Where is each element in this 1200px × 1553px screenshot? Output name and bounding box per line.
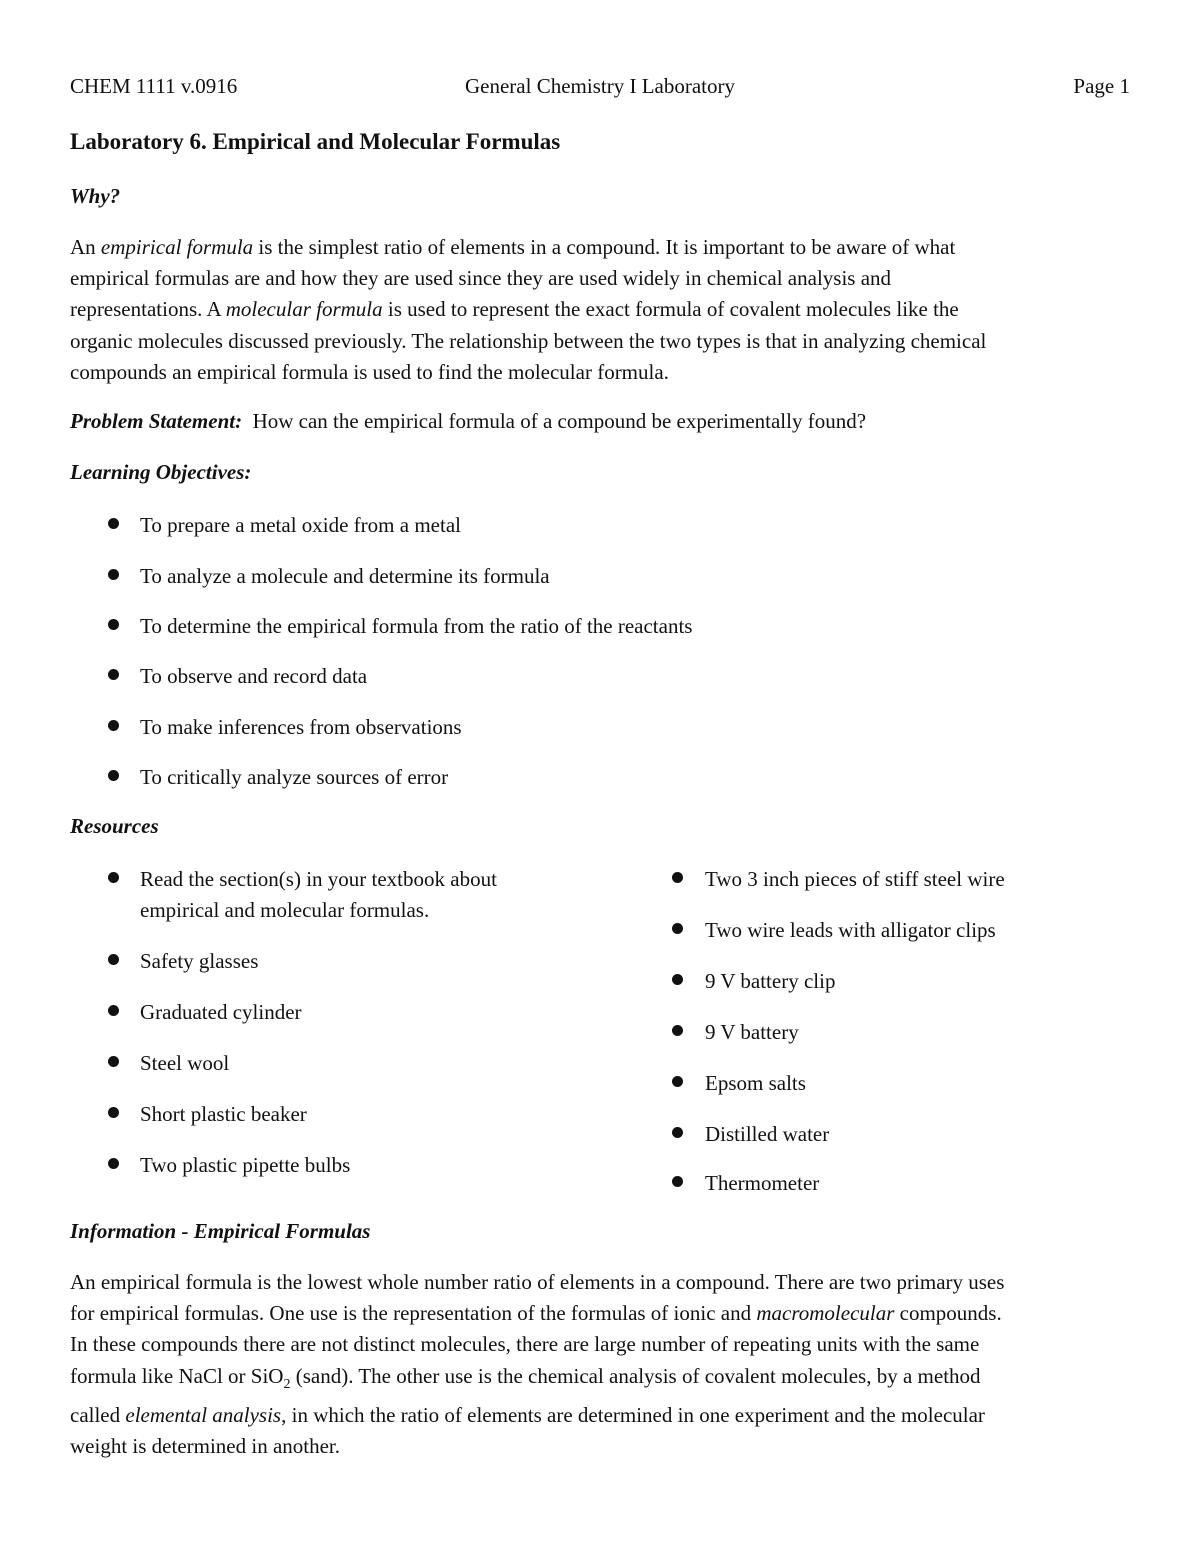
lab-title: Laboratory 6. Empirical and Molecular Formulas: [70, 129, 561, 154]
bullet-icon: [672, 1127, 683, 1138]
bullet-icon: [108, 669, 119, 680]
course-title: General Chemistry I Laboratory: [465, 74, 735, 98]
bullet-icon: [672, 923, 683, 934]
why-line: organic molecules discussed previously. The relationship between the two types is that in analyzing chemical: [70, 328, 987, 353]
bullet-icon: [672, 1176, 683, 1187]
bullet-icon: [672, 974, 683, 985]
why-line: An empirical formula is the simplest ratio of elements in a compound. It is important to be aware of what: [70, 235, 956, 259]
page-number: Page 1: [1073, 74, 1130, 98]
info-line: An empirical formula is the lowest whole number ratio of elements in a compound. There are two primary uses: [70, 1270, 1005, 1294]
why-line: representations. A molecular formula is used to represent the exact formula of covalent molecules like the: [70, 297, 959, 322]
bullet-icon: [108, 872, 119, 883]
resources-heading: Resources: [70, 814, 159, 838]
bullet-icon: [672, 1076, 683, 1087]
bullet-icon: [108, 954, 119, 965]
bullet-icon: [108, 1107, 119, 1118]
problem-text: How can the empirical formula of a compound be experimentally found?: [242, 409, 867, 433]
info-line: In these compounds there are not distinct molecules, there are large number of repeating units with the same: [70, 1332, 980, 1357]
bullet-icon: [108, 1158, 119, 1169]
bullet-icon: [108, 569, 119, 580]
bullet-icon: [108, 619, 119, 630]
info-line: called elemental analysis, in which the ratio of elements are determined in one experiment and the molecular: [70, 1403, 985, 1427]
information-heading: Information - Empirical Formulas: [70, 1219, 371, 1243]
bullet-icon: [672, 1025, 683, 1036]
bullet-icon: [108, 720, 119, 731]
problem-label: Problem Statement:: [70, 409, 243, 433]
page-header: [70, 74, 1130, 102]
info-line: weight is determined in another.: [70, 1434, 341, 1459]
why-line: empirical formulas are and how they are used since they are used widely in chemical analysis and: [70, 266, 892, 291]
why-heading: Why?: [70, 184, 121, 208]
info-line: formula like NaCl or SiO$_2$ (sand). The other use is the chemical analysis of covalent molecules, by a method: [70, 1363, 981, 1392]
information-paragraph: [70, 1267, 1135, 1462]
problem-statement: [70, 409, 866, 434]
course-code: CHEM 1111 v.0916: [70, 74, 238, 98]
objectives-heading: Learning Objectives:: [70, 460, 252, 484]
bullet-icon: [672, 872, 683, 883]
bullet-icon: [108, 770, 119, 781]
why-line: compounds an empirical formula is used to find the molecular formula.: [70, 359, 669, 384]
why-paragraph: [70, 232, 1135, 388]
bullet-icon: [108, 1056, 119, 1067]
bullet-icon: [108, 518, 119, 529]
info-line: for empirical formulas. One use is the representation of the formulas of ionic and macromolecular compounds.: [70, 1301, 1002, 1326]
bullet-icon: [108, 1005, 119, 1016]
